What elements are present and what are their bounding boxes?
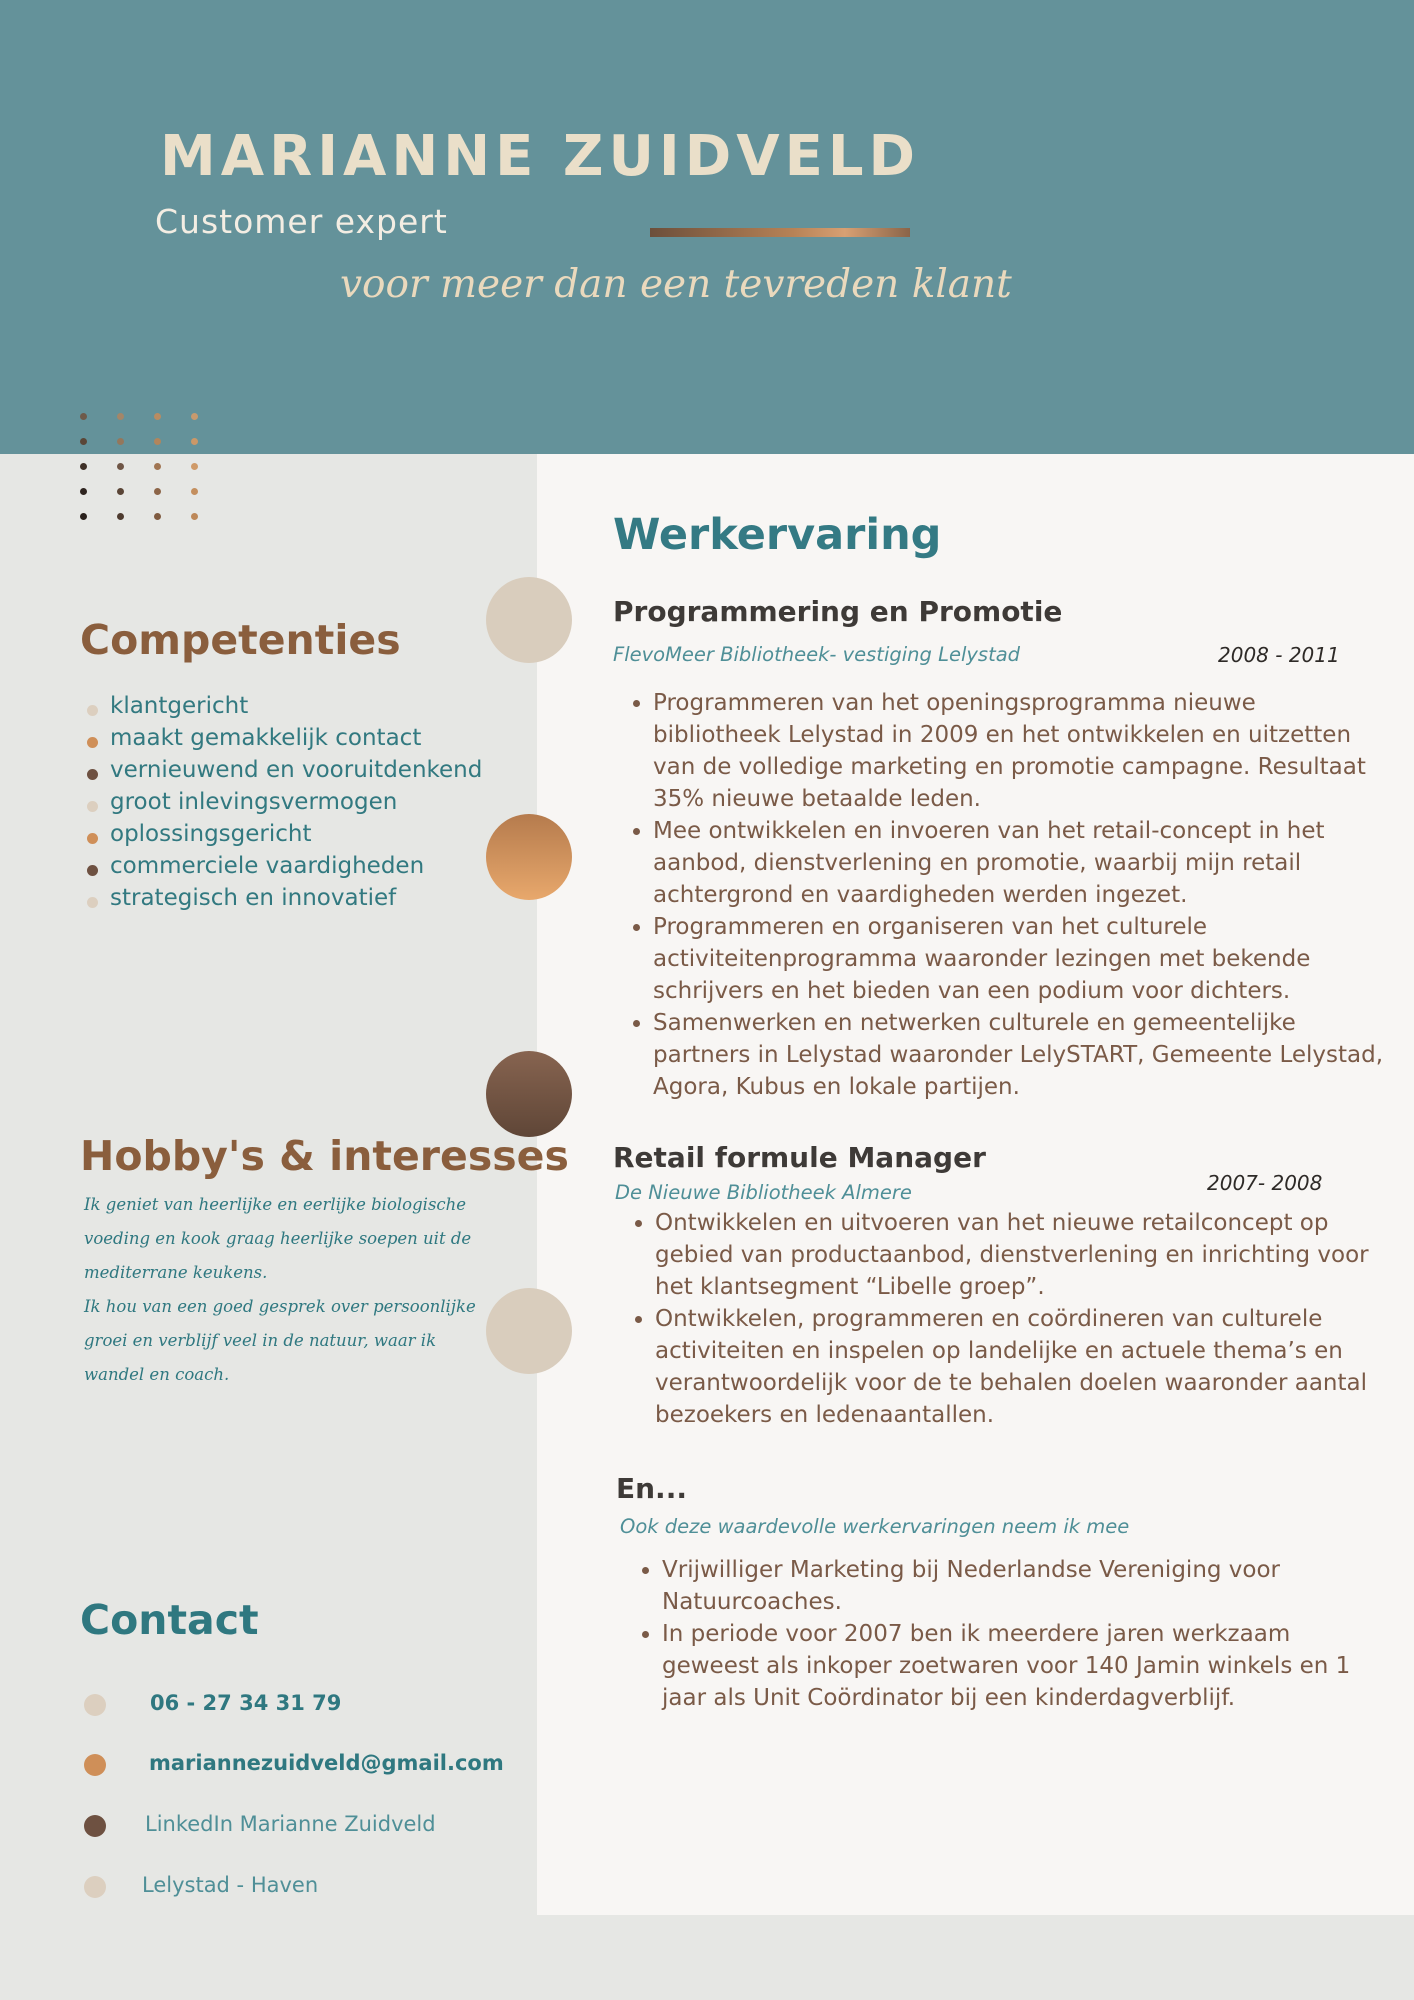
- candidate-name: MARIANNE ZUIDVELD: [160, 124, 921, 189]
- dot: [80, 513, 87, 520]
- dot: [80, 438, 87, 445]
- hobby-paragraph: Ik geniet van heerlijke en eerlijke biologische voeding en kook graag heerlijke soepen uit de mediterrane keukens.: [84, 1195, 472, 1282]
- decorative-dot-grid: [80, 413, 210, 528]
- dot: [117, 488, 124, 495]
- list-item: [82, 754, 482, 786]
- candidate-role: Customer expert: [155, 202, 448, 241]
- dot: [117, 463, 124, 470]
- job-dates: 2008 - 2011: [1218, 643, 1340, 667]
- competency-text: strategisch en innovatief: [110, 885, 397, 911]
- dot: [80, 463, 87, 470]
- competencies-heading: Competenties: [80, 616, 401, 664]
- dot: [154, 463, 161, 470]
- hobby-paragraph: Ik hou van een goed gesprek over persoonlijke groei en verblijf veel in de natuur, waar ik wandel en coach.: [84, 1297, 476, 1384]
- dot: [191, 438, 198, 445]
- list-item: • In periode voor 2007 ben ik meerdere jaren werkzaam geweest als inkoper zoetwaren voor 140 Jamin winkels en 1 jaar als Unit Coördinator bij een kinderdagverblijf.: [662, 1618, 1392, 1714]
- dot: [80, 488, 87, 495]
- dot: [191, 513, 198, 520]
- job-organization: Ook deze waardevolle werkervaringen neem ik mee: [620, 1515, 1130, 1538]
- dot: [117, 413, 124, 420]
- contact-heading: Contact: [80, 1596, 259, 1644]
- job-organization: FlevoMeer Bibliotheek- vestiging Lelystad: [613, 643, 1021, 666]
- list-item: • Samenwerken en netwerken culturele en gemeentelijke partners in Lelystad waaronder LelySTART, Gemeente Lelystad, Agora, Kubus en lokale partijen.: [653, 1007, 1388, 1103]
- list-item: [82, 786, 482, 818]
- bullet-dot: [87, 865, 98, 876]
- email-link[interactable]: mariannezuidveld@gmail.com: [149, 1751, 504, 1775]
- email-icon: [84, 1754, 106, 1776]
- dot: [154, 513, 161, 520]
- decorative-circle: [486, 814, 572, 900]
- job-bullets: [615, 1207, 1373, 1431]
- list-item: • Vrijwilliger Marketing bij Nederlandse Vereniging voor Natuurcoaches.: [662, 1554, 1392, 1618]
- list-item: [82, 690, 482, 722]
- list-item: [82, 882, 482, 914]
- location-text: Lelystad - Haven: [142, 1873, 319, 1897]
- decorative-circle: [486, 1288, 572, 1374]
- bullet-dot: [87, 769, 98, 780]
- bullet-dot: [87, 897, 98, 908]
- dot: [154, 488, 161, 495]
- dot: [191, 463, 198, 470]
- dot: [80, 413, 87, 420]
- header-banner: [0, 0, 1414, 454]
- experience-heading: Werkervaring: [613, 510, 942, 560]
- competency-text: groot inlevingsvermogen: [110, 789, 398, 815]
- job-bullets: [622, 1554, 1392, 1714]
- dot: [154, 438, 161, 445]
- competency-text: oplossingsgericht: [110, 821, 312, 847]
- bullet-dot: [87, 705, 98, 716]
- competency-text: vernieuwend en vooruitdenkend: [110, 757, 483, 783]
- decorative-circle: [486, 577, 572, 663]
- phone-icon: [84, 1694, 106, 1716]
- phone-text: 06 - 27 34 31 79: [150, 1691, 342, 1715]
- bullet-dot: [87, 833, 98, 844]
- list-item: • Ontwikkelen, programmeren en coördineren van culturele activiteiten en inspelen op landelijke en actuele thema’s en verantwoordelijk voor de te behalen doelen waaronder aantal bezoekers en ledenaantallen.: [655, 1303, 1373, 1431]
- dot: [191, 488, 198, 495]
- decorative-gradient-rule: [650, 228, 910, 237]
- list-item: [82, 850, 482, 882]
- bullet-dot: [87, 801, 98, 812]
- list-item: [82, 722, 482, 754]
- dot: [154, 413, 161, 420]
- job-bullets: [613, 687, 1388, 1103]
- job-title: En...: [616, 1472, 687, 1505]
- bullet-dot: [87, 737, 98, 748]
- hobbies-text: [84, 1188, 484, 1392]
- list-item: [82, 818, 482, 850]
- job-title: Programmering en Promotie: [613, 595, 1063, 628]
- hobbies-heading: Hobby's & interesses: [80, 1132, 569, 1180]
- linkedin-icon: [84, 1815, 106, 1837]
- linkedin-link[interactable]: LinkedIn Marianne Zuidveld: [145, 1812, 436, 1836]
- competency-text: commerciele vaardigheden: [110, 853, 425, 879]
- list-item: • Programmeren van het openingsprogramma nieuwe bibliotheek Lelystad in 2009 en het ontwikkelen en uitzetten van de volledige marketing en promotie campagne. Resultaat 35% nieuwe betaalde leden.: [653, 687, 1388, 815]
- dot: [117, 513, 124, 520]
- job-title: Retail formule Manager: [613, 1141, 986, 1174]
- dot: [191, 413, 198, 420]
- tagline: voor meer dan een tevreden klant: [340, 262, 1012, 307]
- decorative-circle: [486, 1051, 572, 1137]
- competency-text: klantgericht: [110, 693, 249, 719]
- list-item: • Ontwikkelen en uitvoeren van het nieuwe retailconcept op gebied van productaanbod, dienstverlening en inrichting voor het klantsegment “Libelle groep”.: [655, 1207, 1373, 1303]
- competencies-list: [82, 690, 482, 914]
- location-icon: [84, 1876, 106, 1898]
- competency-text: maakt gemakkelijk contact: [110, 725, 422, 751]
- list-item: • Mee ontwikkelen en invoeren van het retail-concept in het aanbod, dienstverlening en promotie, waarbij mijn retail achtergrond en vaardigheden werden ingezet.: [653, 815, 1388, 911]
- dot: [117, 438, 124, 445]
- job-dates: 2007- 2008: [1207, 1171, 1323, 1195]
- list-item: • Programmeren en organiseren van het culturele activiteitenprogramma waaronder lezingen met bekende schrijvers en het bieden van een podium voor dichters.: [653, 911, 1388, 1007]
- job-organization: De Nieuwe Bibliotheek Almere: [615, 1181, 912, 1204]
